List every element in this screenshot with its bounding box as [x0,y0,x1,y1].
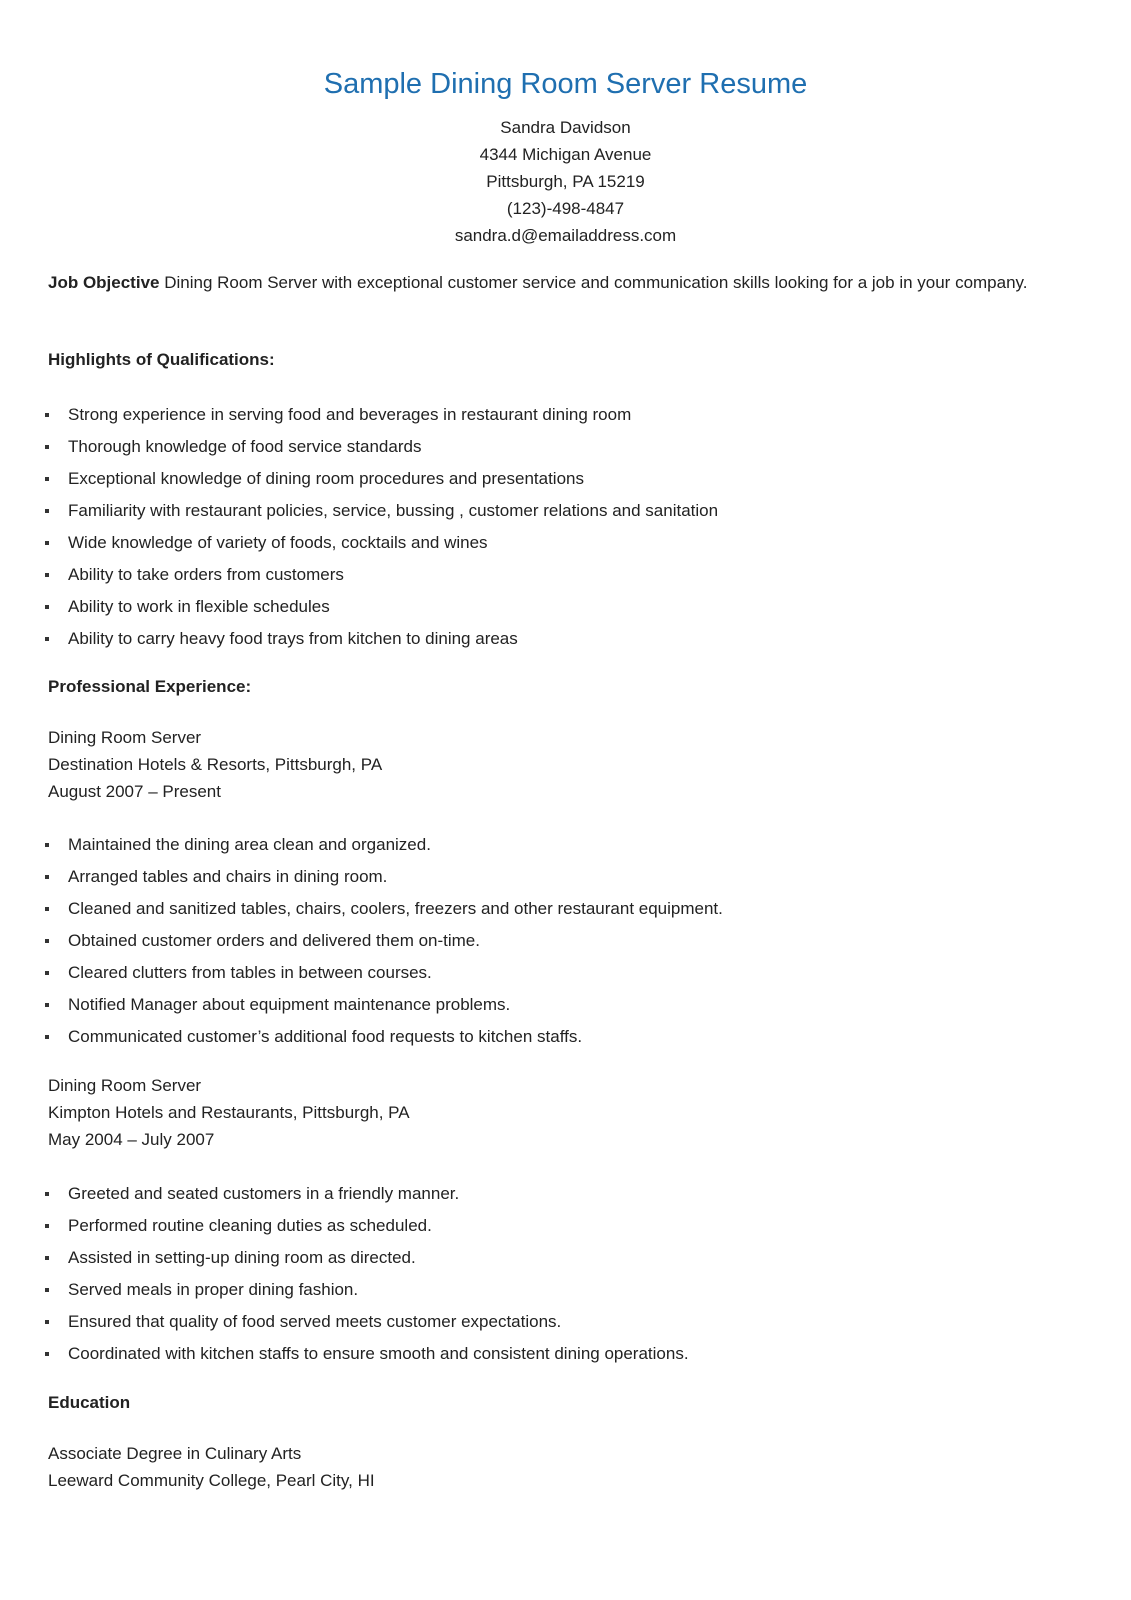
list-item [48,559,1028,591]
list-item-text: Ability to carry heavy food trays from kitchen to dining areas [68,629,518,648]
list-item [48,957,1028,989]
job-title: Dining Room Server [48,1076,202,1095]
contact-email: sandra.d@emailaddress.com [454,226,677,245]
list-item-text: Performed routine cleaning duties as scheduled. [68,1216,432,1235]
bullet-icon [45,541,49,545]
job-dates: May 2004 – July 2007 [48,1130,215,1149]
bullet-icon [45,445,49,449]
bullet-icon [45,1003,49,1007]
list-item-text: Notified Manager about equipment maintenance problems. [68,995,511,1014]
bullet-icon [45,1192,49,1196]
highlights-list [48,399,1028,655]
bullet-icon [45,605,49,609]
contact-block [0,114,1131,249]
job-company: Destination Hotels & Resorts, Pittsburgh, PA [48,755,383,774]
contact-city: Pittsburgh, PA 15219 [486,172,645,191]
list-item-text: Communicated customer’s additional food requests to kitchen staffs. [68,1027,583,1046]
list-item [48,623,1028,655]
bullet-icon [45,573,49,577]
education-block [48,1440,1028,1494]
education-heading: Education [48,1393,131,1412]
list-item [48,1178,1028,1210]
bullet-icon [45,1256,49,1260]
job-company: Kimpton Hotels and Restaurants, Pittsburgh, PA [48,1103,410,1122]
contact-name: Sandra Davidson [500,118,631,137]
bullet-icon [45,477,49,481]
list-item-text: Wide knowledge of variety of foods, cocktails and wines [68,533,488,552]
bullet-icon [45,1035,49,1039]
list-item [48,1338,1028,1370]
list-item-text: Ability to work in flexible schedules [68,597,330,616]
list-item [48,431,1028,463]
bullet-icon [45,875,49,879]
bullet-icon [45,637,49,641]
list-item-text: Maintained the dining area clean and organized. [68,835,431,854]
job-1-header [48,724,1028,805]
list-item-text: Ensured that quality of food served meets customer expectations. [68,1312,562,1331]
education-degree: Associate Degree in Culinary Arts [48,1444,302,1463]
job-title: Dining Room Server [48,728,202,747]
list-item [48,1306,1028,1338]
list-item-text: Coordinated with kitchen staffs to ensure smooth and consistent dining operations. [68,1344,689,1363]
bullet-icon [45,971,49,975]
list-item [48,527,1028,559]
objective-text: Dining Room Server with exceptional customer service and communication skills looking for a job in your company. [164,273,1028,292]
list-item [48,893,1028,925]
job-1-duties [48,829,1028,1053]
job-2-header [48,1072,1028,1153]
highlights-heading: Highlights of Qualifications: [48,350,275,369]
bullet-icon [45,1288,49,1292]
page-title: Sample Dining Room Server Resume [323,68,808,100]
bullet-icon [45,907,49,911]
bullet-icon [45,939,49,943]
list-item [48,1242,1028,1274]
contact-address: 4344 Michigan Avenue [479,145,652,164]
job-dates: August 2007 – Present [48,782,221,801]
bullet-icon [45,509,49,513]
list-item [48,1274,1028,1306]
job-2-duties [48,1178,1028,1370]
list-item-text: Ability to take orders from customers [68,565,344,584]
experience-heading: Professional Experience: [48,677,252,696]
bullet-icon [45,843,49,847]
list-item [48,399,1028,431]
list-item-text: Arranged tables and chairs in dining room. [68,867,388,886]
list-item [48,495,1028,527]
list-item-text: Strong experience in serving food and beverages in restaurant dining room [68,405,632,424]
contact-phone: (123)-498-4847 [506,199,625,218]
bullet-icon [45,413,49,417]
list-item-text: Familiarity with restaurant policies, service, bussing , customer relations and sanitation [68,501,719,520]
list-item [48,1210,1028,1242]
list-item [48,925,1028,957]
list-item-text: Cleaned and sanitized tables, chairs, coolers, freezers and other restaurant equipment. [68,899,723,918]
bullet-icon [45,1352,49,1356]
list-item-text: Cleared clutters from tables in between courses. [68,963,432,982]
list-item-text: Greeted and seated customers in a friendly manner. [68,1184,460,1203]
education-school: Leeward Community College, Pearl City, HI [48,1471,375,1490]
list-item-text: Served meals in proper dining fashion. [68,1280,359,1299]
objective-label: Job Objective [48,273,160,292]
list-item-text: Assisted in setting-up dining room as directed. [68,1248,416,1267]
list-item-text: Exceptional knowledge of dining room procedures and presentations [68,469,584,488]
list-item-text: Obtained customer orders and delivered them on-time. [68,931,480,950]
list-item [48,1021,1028,1053]
bullet-icon [45,1320,49,1324]
list-item [48,591,1028,623]
list-item [48,861,1028,893]
list-item [48,829,1028,861]
list-item-text: Thorough knowledge of food service standards [68,437,422,456]
bullet-icon [45,1224,49,1228]
list-item [48,989,1028,1021]
job-objective [48,269,1028,296]
list-item [48,463,1028,495]
